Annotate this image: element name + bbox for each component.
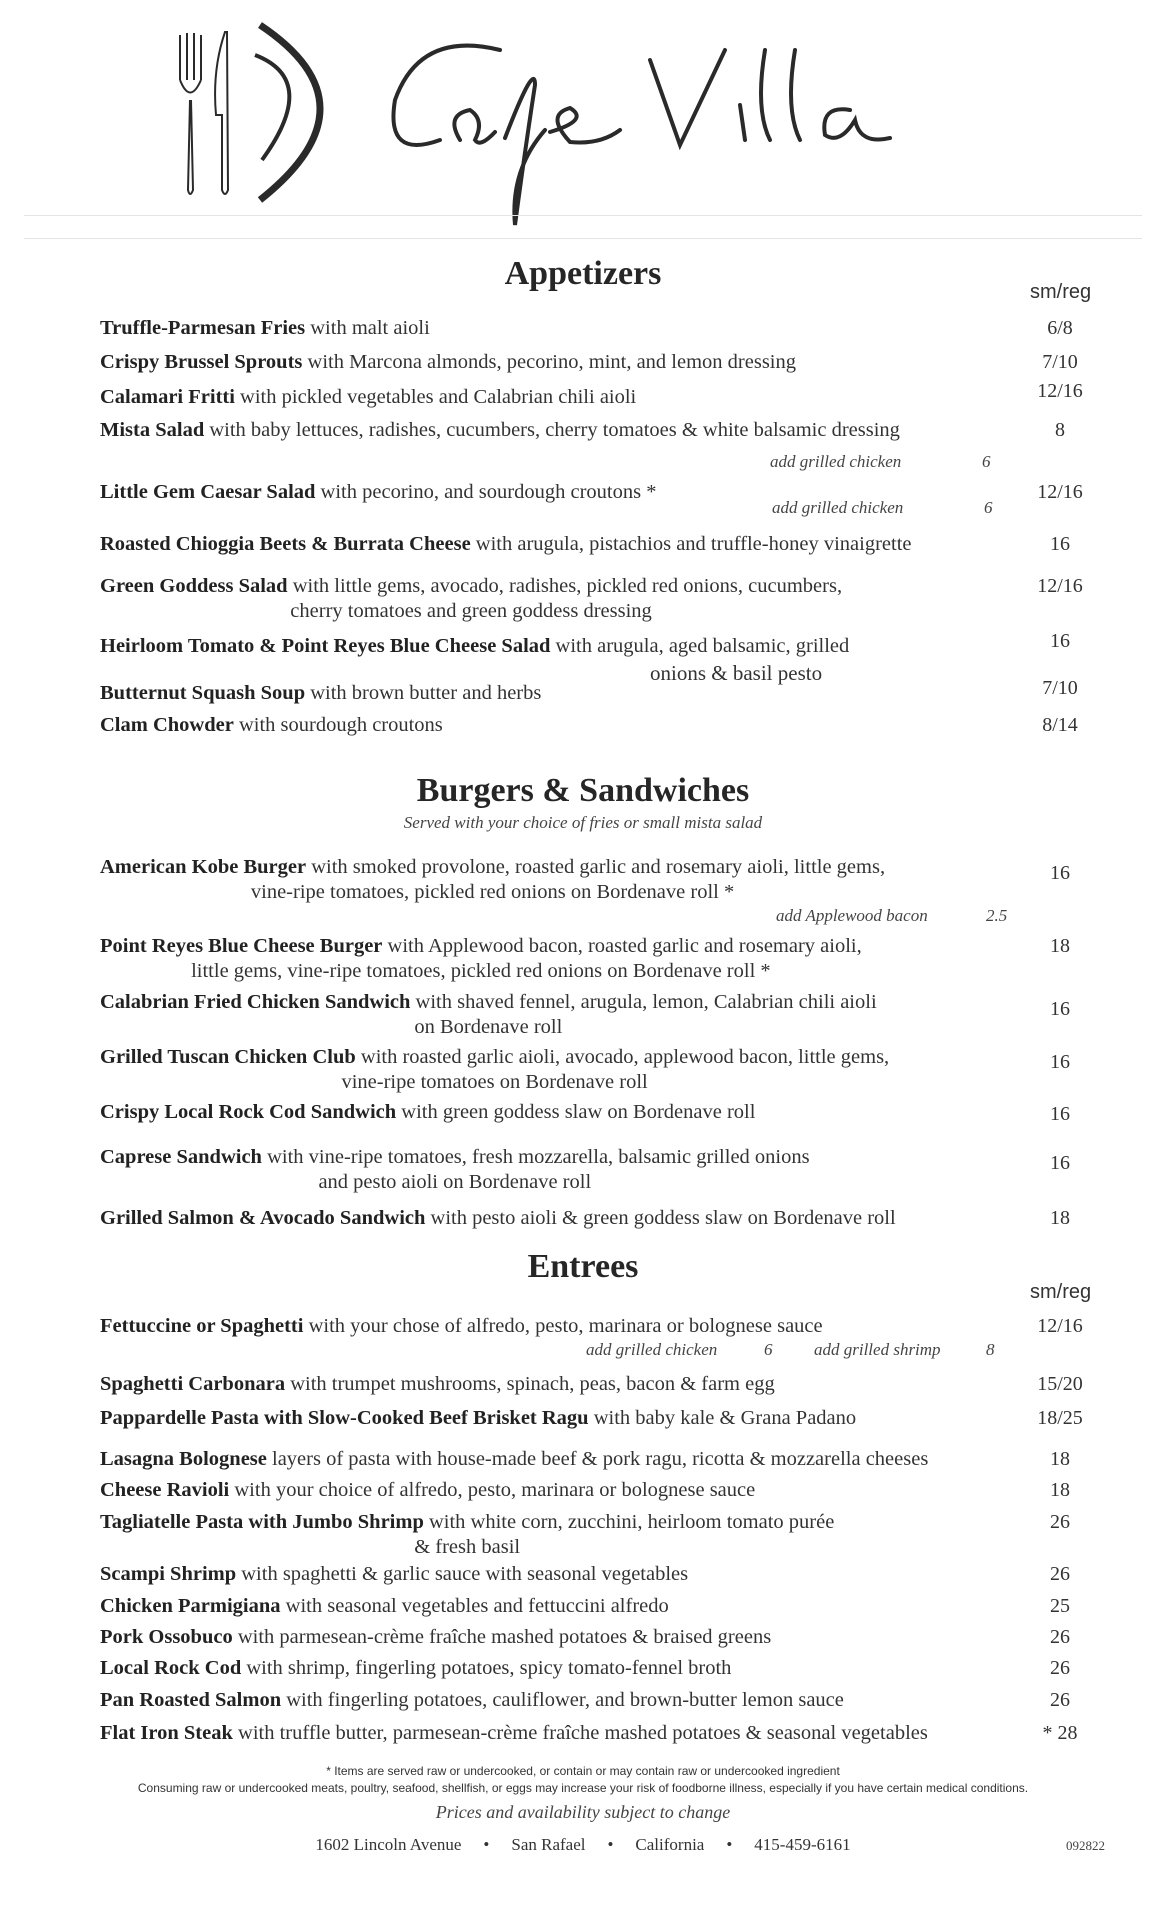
menu-item: Flat Iron Steak with truffle butter, parmesean-crème fraîche mashed potatoes & seasonal vegetables bbox=[100, 1722, 928, 1744]
item-price: 6/8 bbox=[1047, 317, 1073, 339]
menu-item: American Kobe Burger with smoked provolone, roasted garlic and rosemary aioli, little gems, vine-ripe tomatoes, pickled red onions on Bordenave roll * bbox=[100, 856, 886, 903]
item-price: 26 bbox=[1050, 1657, 1070, 1679]
menu-item: Tagliatelle Pasta with Jumbo Shrimp with white corn, zucchini, heirloom tomato purée & fresh basil bbox=[100, 1511, 835, 1558]
menu-item: Lasagna Bolognese layers of pasta with house-made beef & pork ragu, ricotta & mozzarella cheeses bbox=[100, 1448, 929, 1470]
menu-item: Heirloom Tomato & Point Reyes Blue Cheese Salad with arugula, aged balsamic, grilled bbox=[100, 635, 850, 657]
addon-label: add Applewood bacon bbox=[776, 906, 928, 925]
section-title-entrees: Entrees bbox=[527, 1248, 639, 1285]
addon-price: 2.5 bbox=[986, 906, 1008, 925]
item-price: 16 bbox=[1050, 998, 1070, 1020]
item-price: 18/25 bbox=[1037, 1407, 1083, 1429]
menu-item: Truffle-Parmesan Fries with malt aioli bbox=[100, 317, 430, 339]
addon-label: add grilled chicken bbox=[772, 498, 904, 517]
menu-item: Pappardelle Pasta with Slow-Cooked Beef Brisket Ragu with baby kale & Grana Padano bbox=[100, 1407, 857, 1429]
street-address: 1602 Lincoln Avenue bbox=[315, 1835, 462, 1854]
fork-icon bbox=[180, 33, 201, 194]
separator: • bbox=[726, 1835, 733, 1854]
size-note: sm/reg bbox=[1030, 1281, 1092, 1303]
menu-item: Mista Salad with baby lettuces, radishes, cucumbers, cherry tomatoes & white balsamic dressing bbox=[100, 419, 900, 441]
header-divider bbox=[24, 215, 1142, 216]
plate-icon bbox=[255, 25, 320, 200]
item-price: 15/20 bbox=[1037, 1373, 1083, 1395]
phone-number: 415-459-6161 bbox=[754, 1835, 851, 1854]
menu-code: 092822 bbox=[1066, 1838, 1105, 1853]
addon-label: add grilled chicken bbox=[586, 1340, 718, 1359]
prices-note: Prices and availability subject to change bbox=[435, 1802, 731, 1822]
menu-item: Roasted Chioggia Beets & Burrata Cheese with arugula, pistachios and truffle-honey vinaigrette bbox=[100, 533, 912, 555]
item-price: 26 bbox=[1050, 1689, 1070, 1711]
address-line bbox=[0, 1835, 1166, 1855]
item-price: 16 bbox=[1050, 1152, 1070, 1174]
menu-item: Grilled Salmon & Avocado Sandwich with pesto aioli & green goddess slaw on Bordenave roll bbox=[100, 1207, 896, 1229]
menu-item: Fettuccine or Spaghetti with your chose of alfredo, pesto, marinara or bolognese sauce bbox=[100, 1315, 823, 1337]
header-divider bbox=[24, 238, 1142, 239]
item-price: 8 bbox=[1055, 419, 1065, 441]
item-price: 16 bbox=[1050, 862, 1070, 884]
menu-item: Scampi Shrimp with spaghetti & garlic sauce with seasonal vegetables bbox=[100, 1563, 689, 1585]
item-price: 18 bbox=[1050, 1479, 1070, 1501]
addon-label: add grilled chicken bbox=[770, 452, 902, 471]
item-price: 25 bbox=[1050, 1595, 1070, 1617]
addon-price: 6 bbox=[982, 452, 991, 471]
state: California bbox=[635, 1835, 705, 1854]
menu-item: Pan Roasted Salmon with fingerling potatoes, cauliflower, and brown-butter lemon sauce bbox=[100, 1689, 844, 1711]
item-price: * 28 bbox=[1042, 1722, 1078, 1744]
menu-item: Cheese Ravioli with your choice of alfredo, pesto, marinara or bolognese sauce bbox=[100, 1479, 756, 1501]
logo-lettering bbox=[393, 46, 890, 225]
menu-item: Crispy Local Rock Cod Sandwich with green goddess slaw on Bordenave roll bbox=[100, 1101, 756, 1123]
item-price: 16 bbox=[1050, 1051, 1070, 1073]
city: San Rafael bbox=[511, 1835, 586, 1854]
item-price: 26 bbox=[1050, 1563, 1070, 1585]
addon-price: 6 bbox=[984, 498, 993, 517]
item-price: 16 bbox=[1050, 630, 1070, 652]
item-price: 18 bbox=[1050, 1448, 1070, 1470]
menu-item: Little Gem Caesar Salad with pecorino, and sourdough croutons * bbox=[100, 481, 657, 503]
item-price: 16 bbox=[1050, 533, 1070, 555]
size-note: sm/reg bbox=[1030, 281, 1092, 303]
item-price: 8/14 bbox=[1042, 714, 1078, 736]
menu-item: Clam Chowder with sourdough croutons bbox=[100, 714, 443, 736]
menu-item: Crispy Brussel Sprouts with Marcona almonds, pecorino, mint, and lemon dressing bbox=[100, 351, 797, 373]
item-price: 26 bbox=[1050, 1626, 1070, 1648]
section-subtitle: Served with your choice of fries or small mista salad bbox=[403, 813, 763, 832]
item-price: 26 bbox=[1050, 1511, 1070, 1533]
item-price: 18 bbox=[1050, 935, 1070, 957]
menu-item: Pork Ossobuco with parmesean-crème fraîche mashed potatoes & braised greens bbox=[100, 1626, 772, 1648]
separator: • bbox=[483, 1835, 490, 1854]
menu-item: Calabrian Fried Chicken Sandwich with shaved fennel, arugula, lemon, Calabrian chili aioli on Bordenave roll bbox=[100, 991, 877, 1038]
item-price: 18 bbox=[1050, 1207, 1070, 1229]
item-price: 7/10 bbox=[1042, 677, 1078, 699]
menu-item: Calamari Fritti with pickled vegetables and Calabrian chili aioli bbox=[100, 386, 637, 408]
cafe-villa-logo bbox=[150, 20, 1010, 235]
item-price: 12/16 bbox=[1037, 575, 1083, 597]
addon-label: add grilled shrimp bbox=[814, 1340, 941, 1359]
menu-item: Grilled Tuscan Chicken Club with roasted garlic aioli, avocado, applewood bacon, little gems, vine-ripe tomatoes on Bordenave roll bbox=[100, 1046, 890, 1093]
item-price: 12/16 bbox=[1037, 380, 1083, 402]
section-title-appetizers: Appetizers bbox=[504, 255, 662, 292]
item-desc-continued: onions & basil pesto bbox=[650, 661, 823, 685]
item-price: 16 bbox=[1050, 1103, 1070, 1125]
item-price: 12/16 bbox=[1037, 1315, 1083, 1337]
menu-item: Point Reyes Blue Cheese Burger with Applewood bacon, roasted garlic and rosemary aioli, little gems, vine-ripe tomatoes, pickled red onions on Bordenave roll * bbox=[100, 935, 862, 982]
menu-item: Spaghetti Carbonara with trumpet mushrooms, spinach, peas, bacon & farm egg bbox=[100, 1373, 775, 1395]
menu-item: Green Goddess Salad with little gems, avocado, radishes, pickled red onions, cucumbers, cherry tomatoes and green goddess dressing bbox=[100, 575, 843, 622]
item-price: 12/16 bbox=[1037, 481, 1083, 503]
menu-item: Caprese Sandwich with vine-ripe tomatoes, fresh mozzarella, balsamic grilled onions and pesto aioli on Bordenave roll bbox=[100, 1146, 810, 1193]
separator: • bbox=[607, 1835, 614, 1854]
menu-item: Local Rock Cod with shrimp, fingerling potatoes, spicy tomato-fennel broth bbox=[100, 1657, 732, 1679]
addon-price: 6 bbox=[764, 1340, 773, 1359]
menu-item: Butternut Squash Soup with brown butter and herbs bbox=[100, 682, 542, 704]
knife-icon bbox=[215, 32, 228, 194]
health-warning: Consuming raw or undercooked meats, poultry, seafood, shellfish, or eggs may increase your risk of foodborne illness, especially if you have certain medical conditions. bbox=[137, 1781, 1029, 1795]
menu-item: Chicken Parmigiana with seasonal vegetables and fettuccini alfredo bbox=[100, 1595, 669, 1617]
raw-items-note: * Items are served raw or undercooked, or contain or may contain raw or undercooked ingredient bbox=[326, 1764, 840, 1778]
addon-price: 8 bbox=[986, 1340, 995, 1359]
section-title-burgers: Burgers & Sandwiches bbox=[416, 772, 750, 809]
item-price: 7/10 bbox=[1042, 351, 1078, 373]
